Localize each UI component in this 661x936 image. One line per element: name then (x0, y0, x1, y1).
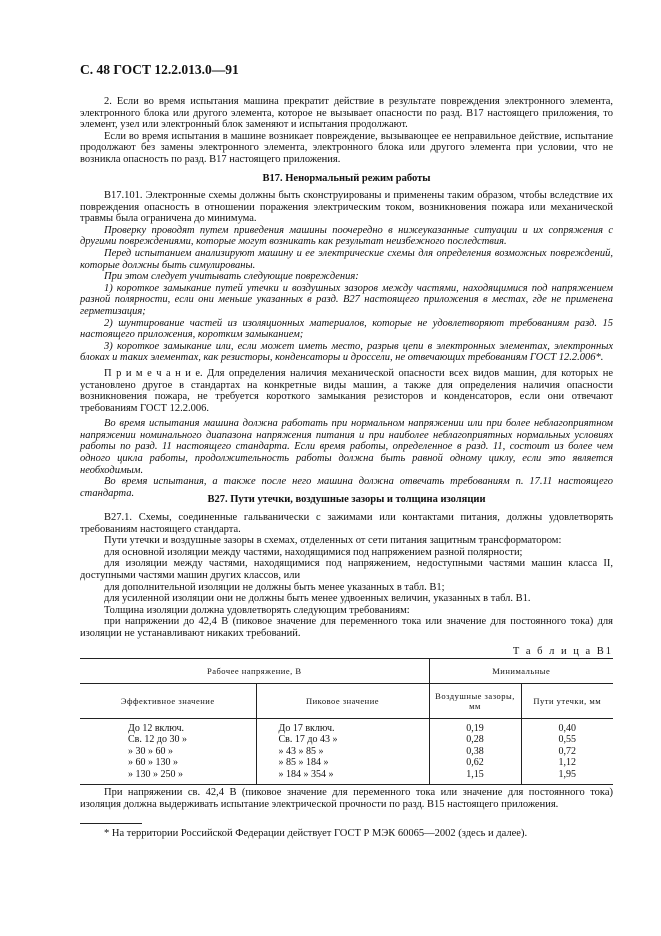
b27-paragraph: при напряжении до 42,4 В (пиковое значение для переменного тока или значение для постоянного тока) для изоляции не устанавливают никаких требований. (80, 616, 613, 639)
b17-note (80, 368, 613, 414)
cell-peak: Св. 17 до 43 » (256, 734, 429, 745)
column-header: Пиковое значение (256, 684, 429, 719)
cell-peak: » 85 » 184 » (256, 757, 429, 768)
table-caption: Т а б л и ц а В1 (512, 646, 613, 657)
table-row (80, 746, 613, 757)
header-working-voltage: Рабочее напряжение, В (80, 659, 429, 684)
cell-creepage: 1,12 (521, 757, 613, 768)
b27-paragraph: для основной изоляции между частями, находящимися под напряжением разной полярности; (104, 546, 523, 558)
header-minimal: Минимальные (429, 659, 613, 684)
note-text: Для определения наличия механической опасности всех видов машин, для которых не установлено другое в стандартах на конкретные виды машин, а также для определения наличия опасности возникновения пожара, не требуется короткого замыкания резисторов и конденсаторов, если они отвечают требованиям ГОСТ 12.2.006. (80, 367, 613, 414)
b27-paragraph: В27.1. Схемы, соединенные гальванически с зажимами или контактами питания, должны удовлетворять требованиям настоящего стандарта. (80, 512, 613, 535)
cell-clearance: 1,15 (429, 769, 521, 785)
footnote: * На территории Российской Федерации действует ГОСТ Р МЭК 60065—2002 (здесь и далее). (104, 828, 528, 839)
cell-creepage: 0,72 (521, 746, 613, 757)
intro-paragraph-1: 2. Если во время испытания машина прекратит действие в результате повреждения электронного элемента, электронного блока или другого элемента, которое не вызывает опасности по разд. В17 настоящего приложения, то элемент, узел или электронный блок заменяют и испытания продолжают. (80, 96, 613, 131)
cell-clearance: 0,38 (429, 746, 521, 757)
cell-clearance: 0,19 (429, 719, 521, 735)
after-table-block (80, 787, 613, 810)
b17-paragraph: В17.101. Электронные схемы должны быть сконструированы и применены таким образом, чтобы вследствие их повреждения опасность в отношении поражения электрическим током, возникновения пожара или механической травмы была ограничена до минимума. (80, 190, 613, 225)
page-header: С. 48 ГОСТ 12.2.013.0—91 (80, 62, 239, 77)
cell-creepage: 0,55 (521, 734, 613, 745)
section-b27 (80, 512, 613, 640)
cell-creepage: 0,40 (521, 719, 613, 735)
footnote-block (80, 828, 613, 840)
b27-paragraph: для изоляции между частями, находящимися под напряжением, недоступными частями машин класса II, доступными частями машин других классов, или (80, 558, 613, 581)
b27-paragraph: для дополнительной изоляции не должны быть менее указанных в табл. В1; (104, 581, 445, 593)
cell-effective: До 12 включ. (128, 723, 185, 734)
b27-paragraph: Толщина изоляции должна удовлетворять следующим требованиям: (104, 604, 410, 616)
b17-paragraph: При этом следует учитывать следующие повреждения: (104, 271, 359, 283)
column-header: Воздушные зазоры, мм (429, 684, 521, 719)
section-b17-title: В17. Ненормальный режим работы (262, 173, 431, 184)
table-row (80, 769, 613, 785)
cell-effective: » 60 » 130 » (128, 757, 178, 769)
b17-list-item-1: 1) короткое замыкание путей утечки и воздушных зазоров между частями, находящимися под напряжением разной полярности, если они меньше указанных в разд. В27 настоящего приложения в местах, где не применена герметизация; (80, 282, 613, 317)
b17-list-item-2: 2) шунтирование частей из изоляционных материалов, которые не удовлетворяют требованиям разд. 15 настоящего приложения, коротким замыканием; (80, 317, 613, 341)
section-b17 (80, 190, 613, 499)
footnote-rule (80, 823, 142, 824)
cell-clearance: 0,62 (429, 757, 521, 768)
column-header: Эффективное значение (80, 684, 256, 719)
b17-paragraph: Перед испытанием анализируют машину и ее электрические схемы для определения возможных повреждений, которые должны быть симулированы. (80, 247, 613, 271)
section-b27-title: В27. Пути утечки, воздушные зазоры и толщина изоляции (207, 494, 486, 505)
table-row (80, 719, 613, 735)
column-header: Пути утечки, мм (521, 684, 613, 719)
intro-paragraph-2: Если во время испытания в машине возникает повреждение, вызывающее ее неправильное действие, испытание продолжают без замены электронного элемента, электронного блока или другого элемента при условии, что не возникла опасность по разд. В17 настоящего приложения. (80, 130, 613, 165)
cell-clearance: 0,28 (429, 734, 521, 745)
table-row (80, 734, 613, 745)
after-table-paragraph: При напряжении св. 42,4 В (пиковое значение для переменного тока или значение для постоянного тока) изоляция должна выдерживать испытание электрической прочности по разд. В15 настоящего приложения. (80, 787, 613, 810)
cell-peak: » 184 » 354 » (256, 769, 429, 785)
intro-block (80, 96, 613, 166)
note-label: П р и м е ч а н и е. (104, 367, 203, 379)
cell-effective: Св. 12 до 30 » (128, 734, 187, 746)
table-row (80, 757, 613, 768)
b27-paragraph: Пути утечки и воздушные зазоры в схемах, отделенных от сети питания защитным трансформатором: (104, 535, 562, 547)
b27-paragraph: для усиленной изоляции они не должны быть менее удвоенных величин, указанных в табл. В1. (104, 593, 531, 605)
b17-paragraph: Проверку проводят путем приведения машины поочередно в нижеуказанные ситуации и их сопряжения с другими повреждениями, которые могут возникать как результат неизбежного последствия. (80, 224, 613, 248)
cell-peak: До 17 включ. (256, 719, 429, 735)
cell-effective: » 30 » 60 » (128, 745, 173, 757)
b17-paragraph: Во время испытания машина должна работать при нормальном напряжении или при более неблагоприятном напряжении номинального диапазона напряжения питания и при наиболее неблагоприятных нормальных условиях работы по разд. 11 настоящего стандарта. Если время работы, определенное в разд. 11, состоит из более чем одного цикла работы, продолжительность работы должна быть равной одному циклу, если это является необходимым. (80, 418, 613, 476)
cell-effective: » 130 » 250 » (80, 769, 256, 785)
b17-list-item-3: 3) короткое замыкание или, если может иметь место, разрыв цепи в электронных элементах, электронных блоках и таких элементах, как резисторы, конденсаторы и дроссели, не отвечающих требованиям ГОСТ 12.2.006*. (80, 340, 613, 364)
b17-paragraph: Во время испытания, а также после него машина должна отвечать требованиям п. 17.11 настоящего стандарта. (80, 476, 613, 499)
cell-peak: » 43 » 85 » (256, 746, 429, 757)
table-b1 (80, 658, 613, 785)
cell-creepage: 1,95 (521, 769, 613, 785)
